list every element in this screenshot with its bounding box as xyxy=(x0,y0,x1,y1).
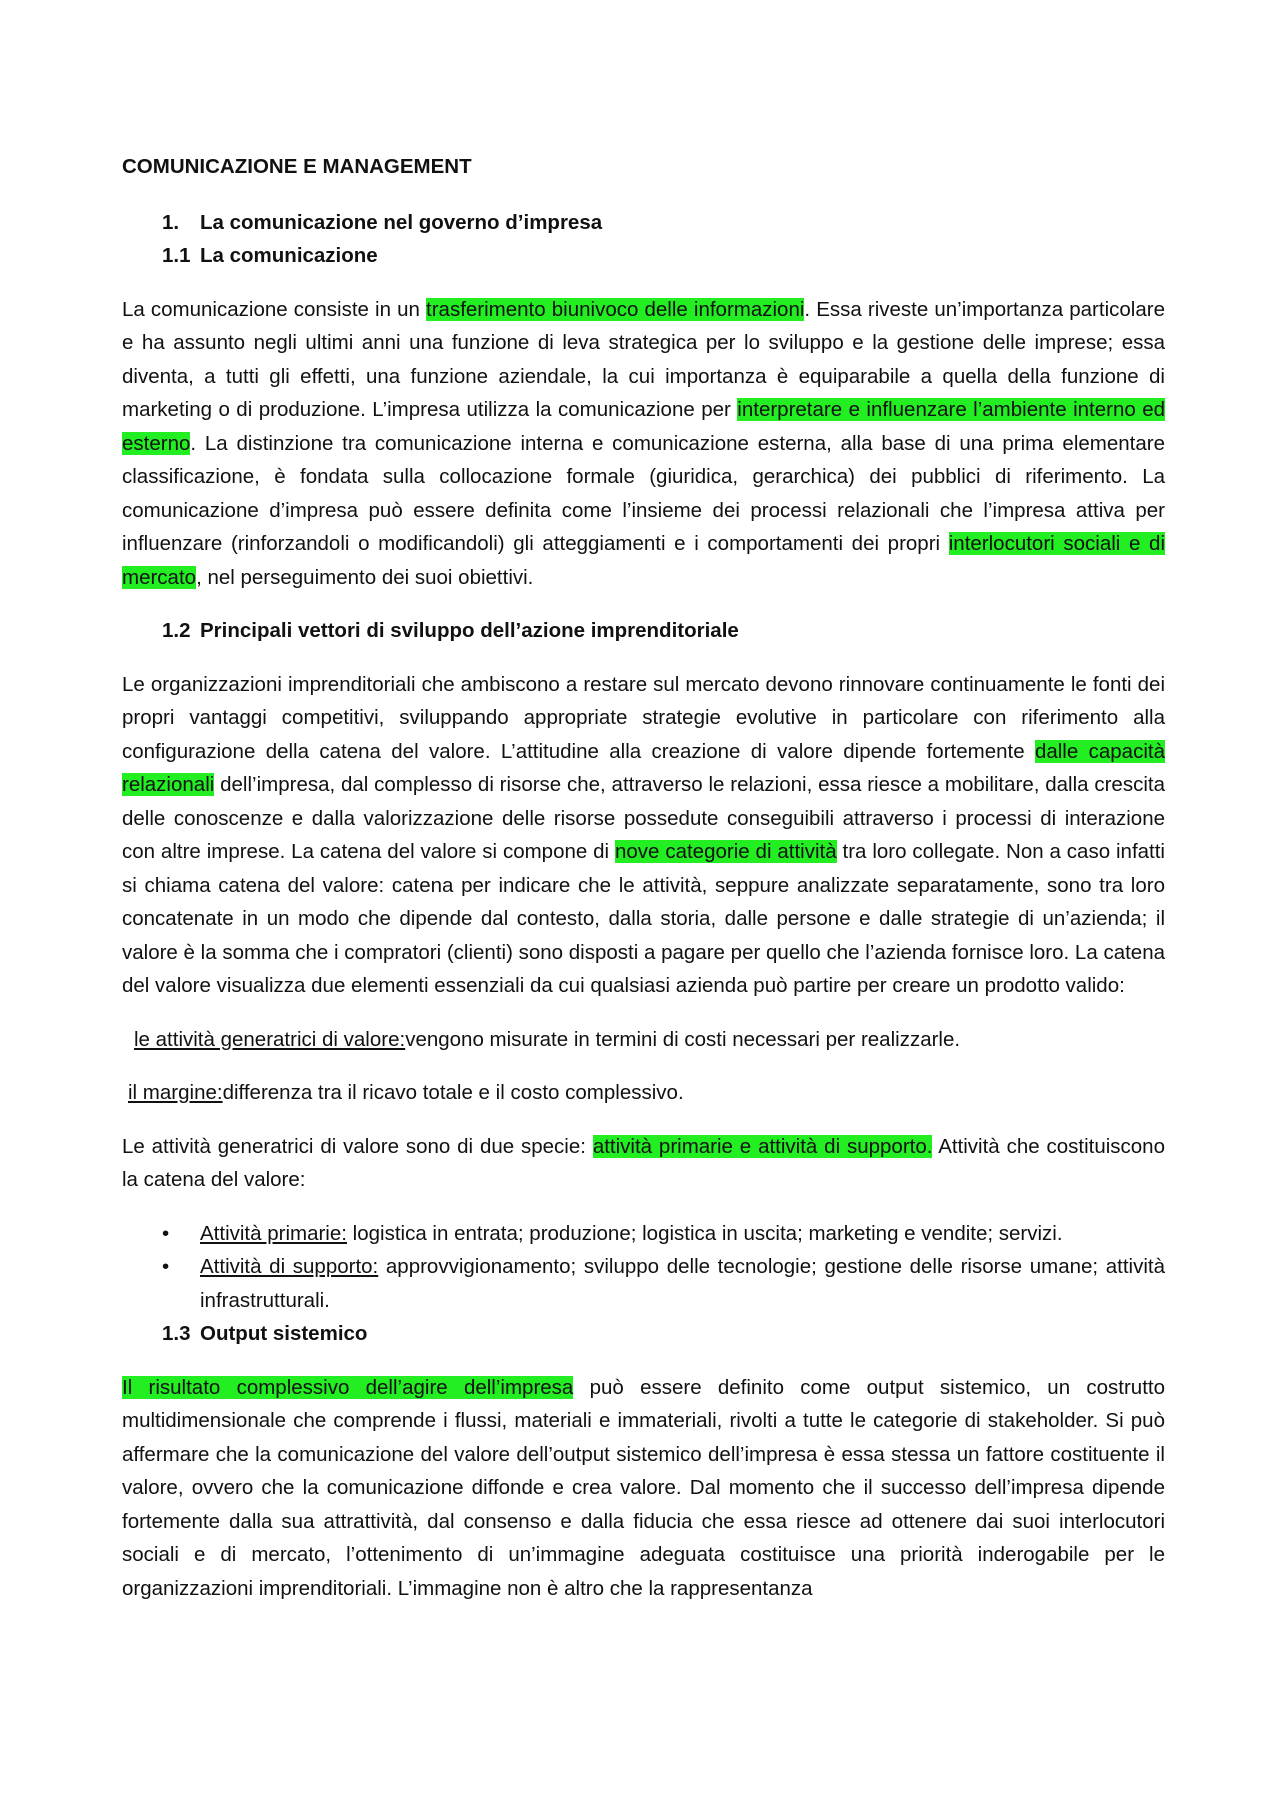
highlighted-text: interpretare e influenzare l’ambiente interno ed esterno xyxy=(122,398,1165,455)
paragraph-vettori xyxy=(122,668,1165,1003)
paragraph-output xyxy=(122,1371,1165,1606)
definition-margin xyxy=(122,1076,1165,1110)
text-run: Attività che costituiscono la catena del valore: xyxy=(122,1134,1165,1191)
highlighted-text: nove categorie di attività xyxy=(615,840,837,863)
list-item-term: Attività di supporto: xyxy=(200,1255,379,1278)
list-item-term: Attività primarie: xyxy=(200,1221,347,1245)
text-run: , nel perseguimento dei suoi obiettivi. xyxy=(196,565,534,589)
bullet-icon: • xyxy=(162,1221,170,1245)
section-heading-1-1 xyxy=(122,239,1165,273)
section-heading-1-3 xyxy=(122,1317,1165,1351)
highlighted-text: dalle capacità relazionali xyxy=(122,739,1165,796)
section-heading-1 xyxy=(122,206,1165,240)
text-run: Le attività generatrici di valore sono di due specie: xyxy=(122,1134,593,1158)
definition-text: vengono misurate in termini di costi necessari per realizzarle. xyxy=(405,1027,961,1051)
highlighted-text: Il risultato complessivo dell’agire dell’impresa xyxy=(122,1375,574,1399)
definition-text: differenza tra il ricavo totale e il costo complessivo. xyxy=(222,1081,684,1104)
section-title: La comunicazione xyxy=(200,244,378,267)
paragraph-activities xyxy=(122,1130,1165,1197)
bullet-list xyxy=(122,1217,1165,1318)
text-run: . La distinzione tra comunicazione interna e comunicazione esterna, alla base di una prima elementare classificazione, è fondata sulla collocazione formale (giuridica, gerarchica) dei pubblici di riferimento. La comunicazione d’impresa può essere definita come l’insieme dei processi relazionali che l’impresa attiva per influenzare (rinforzandoli o modificandoli) gli atteggiamenti e i comportamenti dei propri xyxy=(122,431,1165,555)
section-number: 1.3 xyxy=(162,1322,191,1345)
document-title: COMUNICAZIONE E MANAGEMENT xyxy=(122,155,472,178)
list-item-text: logistica in entrata; produzione; logistica in uscita; marketing e vendite; servizi. xyxy=(346,1221,1063,1245)
definition-term: il margine: xyxy=(128,1081,223,1104)
section-title: Principali vettori di sviluppo dell’azione imprenditoriale xyxy=(200,619,739,642)
highlighted-text: interlocutori sociali e di mercato xyxy=(122,532,1165,589)
section-title: La comunicazione nel governo d’impresa xyxy=(200,210,603,234)
highlighted-text: trasferimento biunivoco delle informazioni xyxy=(426,297,805,321)
section-title: Output sistemico xyxy=(200,1322,368,1345)
highlighted-text: attività primarie e attività di supporto. xyxy=(592,1134,933,1158)
document-page xyxy=(122,150,1165,1625)
text-run: tra loro collegate. Non a caso infatti si chiama catena del valore: catena per indicare che le attività, seppure analizzate separatamente, sono tra loro concatenate in un modo che dipende dal contesto, dalla storia, dalle persone e dalle strategie di un’azienda; il valore è la somma che i compratori (clienti) sono disposti a pagare per quello che l’azienda fornisce loro. La catena del valore visualizza due elementi essenziali da cui qualsiasi azienda può partire per creare un prodotto valido: xyxy=(122,840,1165,997)
list-item-text: approvvigionamento; sviluppo delle tecnologie; gestione delle risorse umane; attività infrastrutturali. xyxy=(200,1255,1166,1312)
section-heading-1-2 xyxy=(122,614,1165,648)
bullet-icon: • xyxy=(162,1255,170,1278)
paragraph-comunicazione xyxy=(122,293,1165,595)
list-item xyxy=(122,1250,1165,1317)
section-number: 1.1 xyxy=(162,244,191,267)
list-item xyxy=(122,1217,1165,1251)
section-number: 1. xyxy=(162,210,180,234)
text-run: dell’impresa, dal complesso di risorse che, attraverso le relazioni, essa riesce a mobilitare, dalla crescita delle conoscenze e dalla valorizzazione delle risorse possedute conseguibili attraverso i processi di interazione con altre imprese. La catena del valore si compone di xyxy=(122,773,1165,863)
definition-activities xyxy=(122,1023,1165,1057)
section-number: 1.2 xyxy=(162,619,191,642)
definition-term: le attività generatrici di valore: xyxy=(134,1027,406,1051)
text-run: Le organizzazioni imprenditoriali che ambiscono a restare sul mercato devono rinnovare continuamente le fonti dei propri vantaggi competitivi, sviluppando appropriate strategie evolutive in particolare con riferimento alla configurazione della catena del valore. L’attitudine alla creazione di valore dipende fortemente xyxy=(122,672,1165,763)
text-run: . Essa riveste un’importanza particolare e ha assunto negli ultimi anni una funzione di leva strategica per lo sviluppo e la gestione delle imprese; essa diventa, a tutti gli effetti, una funzione aziendale, la cui importanza è equiparabile a quella della funzione di marketing o di produzione. L’impresa utilizza la comunicazione per xyxy=(122,297,1165,421)
text-run: può essere definito come output sistemico, un costrutto multidimensionale che comprende i flussi, materiali e immateriali, rivolti a tutte le categorie di stakeholder. Si può affermare che la comunicazione del valore dell’output sistemico dell’impresa è essa stessa un fattore costituente il valore, ovvero che la comunicazione diffonde e crea valore. Dal momento che il successo dell’impresa dipende fortemente dalla sua attrattività, dal consenso e dalla fiducia che essa riesce ad ottenere dai suoi interlocutori sociali e di mercato, l’ottenimento di un’immagine adeguata costituisce una priorità inderogabile per le organizzazioni imprenditoriali. L’immagine non è altro che la rappresentanza xyxy=(122,1375,1165,1600)
text-run: La comunicazione consiste in un xyxy=(122,297,427,321)
